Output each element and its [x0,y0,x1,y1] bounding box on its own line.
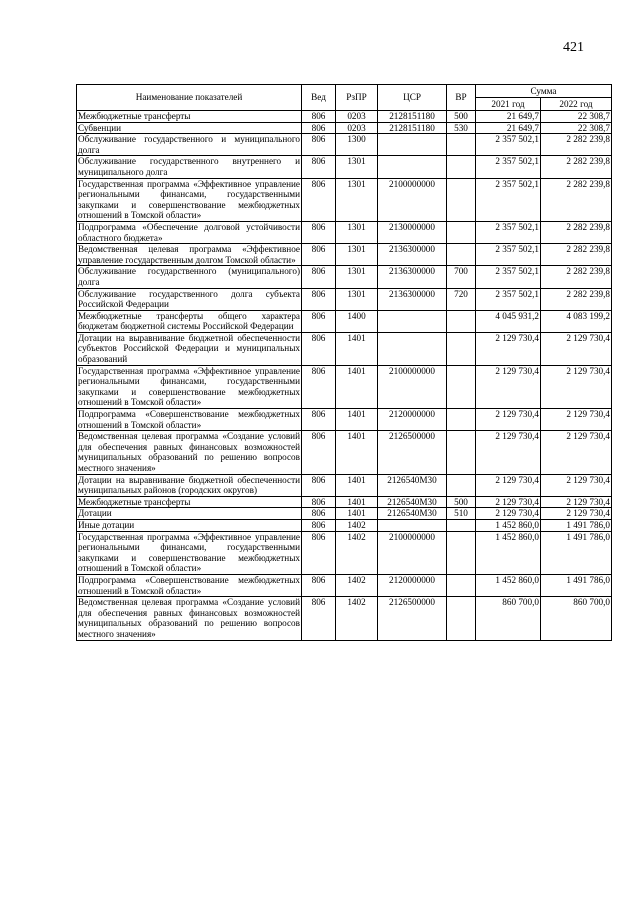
cell-vr [447,531,476,574]
cell-rzpr: 0203 [336,111,378,123]
cell-name: Межбюджетные трансферты общего характера бюджетам бюджетной системы Российской Федерации [78,310,300,332]
cell-2021: 2 357 502,1 [476,266,541,288]
cell-ved: 806 [302,409,336,431]
cell-2022: 2 282 239,8 [541,244,612,266]
cell-rzpr: 1301 [336,288,378,310]
cell-2021: 2 129 730,4 [476,508,541,520]
cell-rzpr: 1301 [336,244,378,266]
cell-2022: 2 129 730,4 [541,496,612,508]
header-csr: ЦСР [378,85,447,111]
cell-2021: 21 649,7 [476,122,541,134]
cell-ved: 806 [302,332,336,365]
cell-csr: 2128151180 [378,111,447,123]
cell-rzpr: 1301 [336,266,378,288]
cell-vr [447,519,476,531]
cell-rzpr: 1401 [336,496,378,508]
cell-2022: 1 491 786,0 [541,531,612,574]
cell-rzpr: 1401 [336,431,378,474]
cell-rzpr: 1401 [336,332,378,365]
cell-name: Подпрограмма «Совершенствование межбюджетных отношений в Томской области» [78,574,300,596]
cell-2021: 2 129 730,4 [476,409,541,431]
cell-csr: 2136300000 [378,244,447,266]
cell-2022: 4 083 199,2 [541,310,612,332]
cell-rzpr: 1401 [336,409,378,431]
cell-name: Дотации на выравнивание бюджетной обеспеченности субъектов Российской Федерации и муниципальных образований [78,332,300,365]
cell-ved: 806 [302,531,336,574]
cell-rzpr: 1401 [336,474,378,496]
table-row [77,266,612,288]
header-name: Наименование показателей [77,85,302,111]
table-row [77,221,612,243]
cell-csr: 2136300000 [378,288,447,310]
cell-rzpr: 1402 [336,574,378,596]
cell-2022: 2 282 239,8 [541,178,612,221]
cell-2022: 1 491 786,0 [541,574,612,596]
table-row [77,574,612,596]
cell-csr: 2126540М30 [378,496,447,508]
cell-2021: 2 129 730,4 [476,431,541,474]
cell-vr [447,597,476,640]
cell-ved: 806 [302,310,336,332]
table-row [77,178,612,221]
cell-rzpr: 1401 [336,508,378,520]
cell-rzpr: 1402 [336,531,378,574]
cell-csr: 2126540М30 [378,474,447,496]
cell-vr [447,221,476,243]
cell-ved: 806 [302,519,336,531]
cell-rzpr: 1301 [336,178,378,221]
table-row [77,519,612,531]
cell-vr [447,365,476,408]
table-row [77,288,612,310]
cell-name: Дотации на выравнивание бюджетной обеспеченности муниципальных районов (городских округов) [78,474,300,496]
cell-2021: 2 357 502,1 [476,221,541,243]
cell-ved: 806 [302,221,336,243]
cell-2021: 2 129 730,4 [476,365,541,408]
table-row [77,409,612,431]
header-ved: Вед [302,85,336,111]
cell-vr: 700 [447,266,476,288]
cell-ved: 806 [302,365,336,408]
cell-2021: 2 129 730,4 [476,474,541,496]
cell-2022: 2 129 730,4 [541,431,612,474]
table-row [77,531,612,574]
cell-csr: 2100000000 [378,178,447,221]
cell-2022: 2 282 239,8 [541,134,612,156]
table-row [77,122,612,134]
cell-name: Подпрограмма «Обеспечение долговой устойчивости областного бюджета» [78,221,300,243]
cell-rzpr: 0203 [336,122,378,134]
cell-2022: 2 129 730,4 [541,508,612,520]
cell-2022: 2 282 239,8 [541,266,612,288]
table-row [77,365,612,408]
table-header [77,85,612,111]
cell-vr: 510 [447,508,476,520]
cell-csr: 2126500000 [378,431,447,474]
cell-csr [378,332,447,365]
cell-vr: 720 [447,288,476,310]
cell-vr [447,574,476,596]
cell-vr [447,431,476,474]
cell-2022: 22 308,7 [541,122,612,134]
cell-name: Государственная программа «Эффективное управление региональными финансами, государственными закупками и совершенствование межбюджетных отношений в Томской области» [78,531,300,574]
cell-name: Дотации [77,508,302,520]
cell-2021: 2 357 502,1 [476,178,541,221]
cell-2022: 2 282 239,8 [541,221,612,243]
cell-csr: 2120000000 [378,574,447,596]
cell-vr [447,156,476,178]
cell-rzpr: 1401 [336,365,378,408]
cell-vr: 500 [447,496,476,508]
cell-vr: 500 [447,111,476,123]
cell-name: Субвенции [77,122,302,134]
cell-2021: 21 649,7 [476,111,541,123]
cell-2022: 2 129 730,4 [541,474,612,496]
table-row [77,156,612,178]
cell-2021: 2 129 730,4 [476,332,541,365]
cell-ved: 806 [302,496,336,508]
cell-ved: 806 [302,244,336,266]
table-row [77,134,612,156]
cell-vr [447,409,476,431]
cell-rzpr: 1402 [336,597,378,640]
cell-rzpr: 1400 [336,310,378,332]
table-row [77,332,612,365]
cell-2021: 2 357 502,1 [476,156,541,178]
cell-csr [378,134,447,156]
cell-vr [447,244,476,266]
cell-2022: 22 308,7 [541,111,612,123]
cell-2022: 860 700,0 [541,597,612,640]
cell-rzpr: 1301 [336,156,378,178]
table-row [77,496,612,508]
cell-name: Государственная программа «Эффективное управление региональными финансами, государственными закупками и совершенствование межбюджетных отношений в Томской области» [78,178,300,221]
header-sum: Сумма [476,85,612,98]
cell-2021: 1 452 860,0 [476,574,541,596]
table-row [77,431,612,474]
cell-2022: 2 282 239,8 [541,156,612,178]
cell-csr: 2126540М30 [378,508,447,520]
page-number: 421 [563,40,584,55]
cell-ved: 806 [302,178,336,221]
cell-csr [378,156,447,178]
table-row [77,244,612,266]
cell-ved: 806 [302,288,336,310]
cell-2022: 2 129 730,4 [541,332,612,365]
cell-ved: 806 [302,156,336,178]
cell-ved: 806 [302,122,336,134]
cell-csr: 2130000000 [378,221,447,243]
cell-csr: 2120000000 [378,409,447,431]
header-2022: 2022 год [541,98,612,111]
header-vr: ВР [447,85,476,111]
cell-2021: 2 357 502,1 [476,288,541,310]
table-row [77,111,612,123]
cell-2021: 860 700,0 [476,597,541,640]
cell-name: Обслуживание государственного и муниципального долга [78,134,300,155]
cell-rzpr: 1300 [336,134,378,156]
header-2021: 2021 год [476,98,541,111]
cell-name: Межбюджетные трансферты [77,496,302,508]
cell-csr: 2136300000 [378,266,447,288]
cell-name: Ведомственная целевая программа «Создание условий для обеспечения равных финансовых возможностей муниципальных образований по решению вопросов местного значения» [78,431,300,473]
cell-2021: 2 357 502,1 [476,134,541,156]
cell-rzpr: 1301 [336,221,378,243]
cell-csr: 2100000000 [378,531,447,574]
cell-name: Иные дотации [77,519,302,531]
table-row [77,597,612,640]
cell-name: Подпрограмма «Совершенствование межбюджетных отношений в Томской области» [78,409,300,430]
cell-2022: 2 129 730,4 [541,409,612,431]
cell-2021: 4 045 931,2 [476,310,541,332]
cell-name: Ведомственная целевая программа «Эффективное управление государственным долгом Томской области» [78,244,300,265]
cell-ved: 806 [302,134,336,156]
table-row [77,508,612,520]
cell-vr: 530 [447,122,476,134]
cell-2022: 1 491 786,0 [541,519,612,531]
cell-ved: 806 [302,474,336,496]
cell-2021: 1 452 860,0 [476,531,541,574]
cell-name: Государственная программа «Эффективное управление региональными финансами, государственными закупками и совершенствование межбюджетных отношений в Томской области» [78,365,300,408]
cell-ved: 806 [302,431,336,474]
cell-2021: 1 452 860,0 [476,519,541,531]
cell-vr [447,134,476,156]
table-row [77,310,612,332]
cell-vr [447,310,476,332]
cell-name: Ведомственная целевая программа «Создание условий для обеспечения равных финансовых возможностей муниципальных образований по решению вопросов местного значения» [78,597,300,639]
cell-2021: 2 357 502,1 [476,244,541,266]
cell-ved: 806 [302,266,336,288]
cell-vr [447,332,476,365]
cell-2022: 2 129 730,4 [541,365,612,408]
cell-name: Межбюджетные трансферты [77,111,302,123]
cell-csr: 2100000000 [378,365,447,408]
cell-2022: 2 282 239,8 [541,288,612,310]
cell-csr: 2128151180 [378,122,447,134]
cell-2021: 2 129 730,4 [476,496,541,508]
cell-csr: 2126500000 [378,597,447,640]
cell-ved: 806 [302,574,336,596]
cell-csr [378,310,447,332]
budget-table [76,84,612,641]
header-rzpr: РзПР [336,85,378,111]
cell-ved: 806 [302,597,336,640]
cell-name: Обслуживание государственного долга субъекта Российской Федерации [78,288,300,310]
cell-name: Обслуживание государственного внутреннего и муниципального долга [78,156,300,177]
cell-ved: 806 [302,111,336,123]
cell-ved: 806 [302,508,336,520]
cell-vr [447,474,476,496]
cell-csr [378,519,447,531]
cell-name: Обслуживание государственного (муниципального) долга [78,266,300,287]
table-row [77,474,612,496]
cell-vr [447,178,476,221]
cell-rzpr: 1402 [336,519,378,531]
table-body [77,111,612,641]
